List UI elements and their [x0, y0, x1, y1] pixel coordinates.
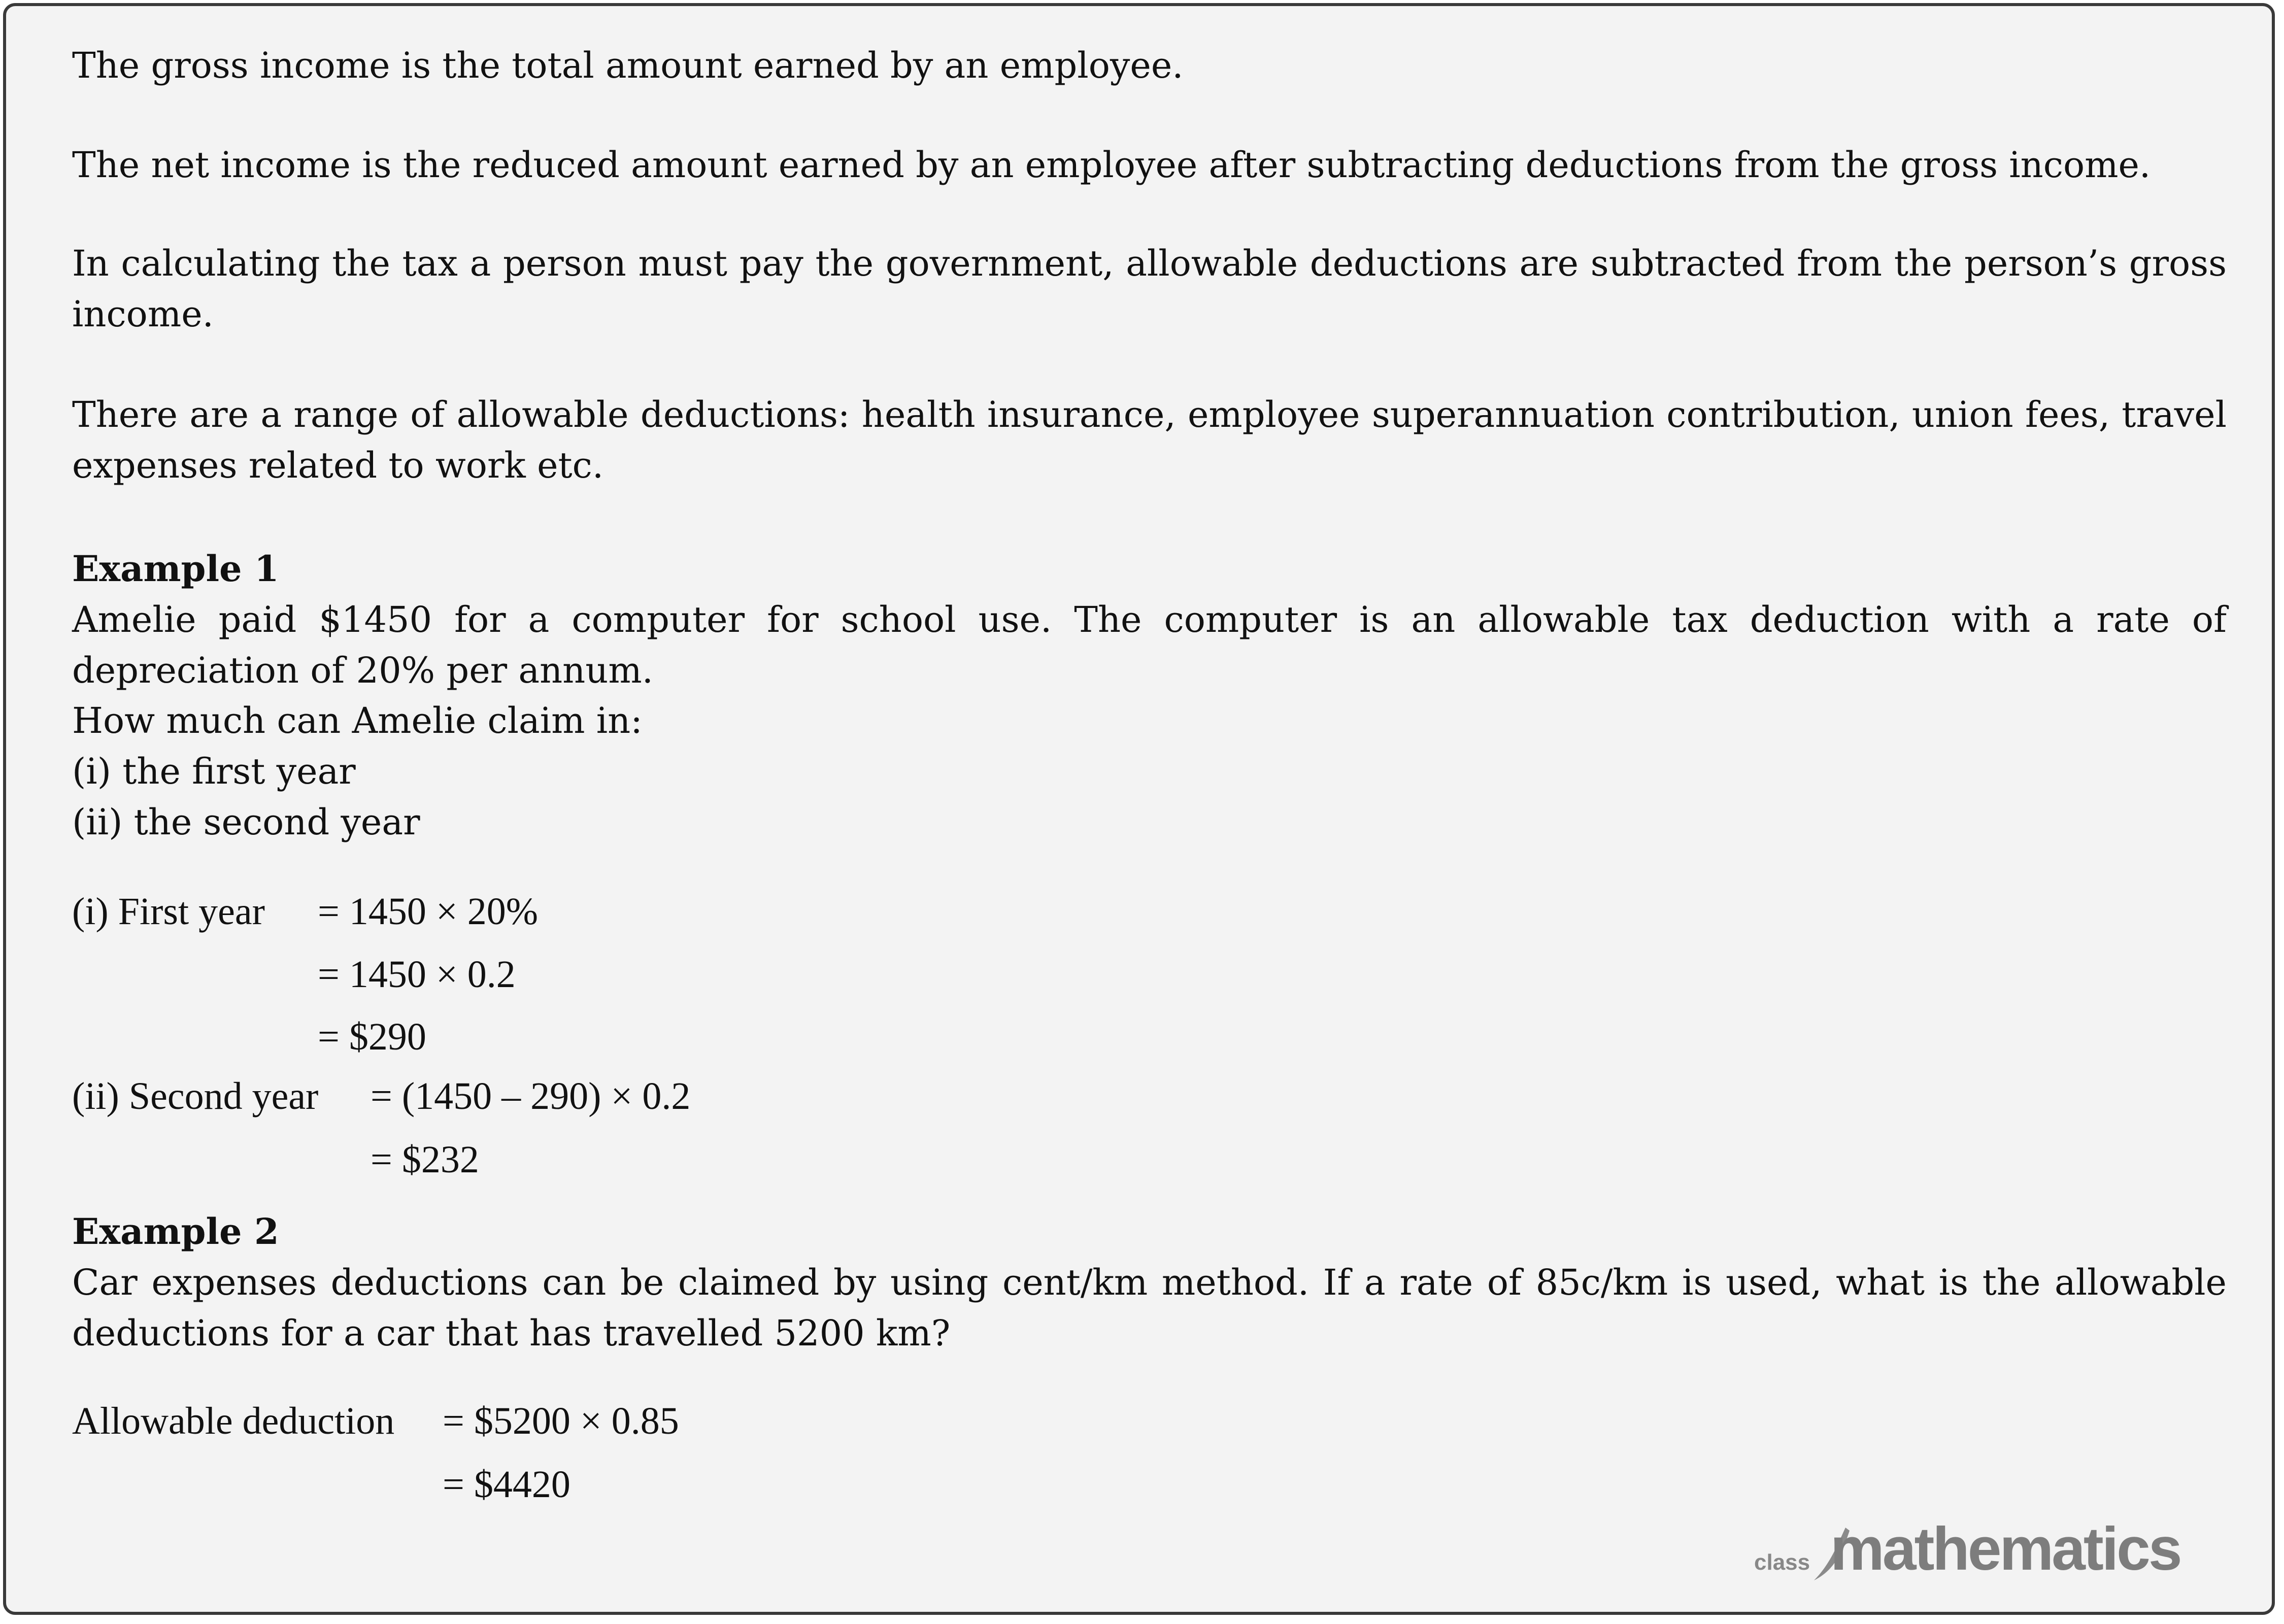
- class-mathematics-logo: [1754, 1513, 2201, 1584]
- second-year-step-1: = (1450 – 290) × 0.2: [371, 1075, 691, 1118]
- example-1-question: Amelie paid $1450 for a computer for school use. The computer is an allowable tax deduction with a rate of depreciation of 20% per annum.: [72, 599, 2227, 691]
- allowable-deduction-step-1: = $5200 × 0.85: [443, 1400, 679, 1442]
- first-year-step-1: = 1450 × 20%: [318, 890, 539, 933]
- second-year-label: (ii) Second year: [72, 1075, 319, 1118]
- example-1-part-ii: (ii) the second year: [72, 801, 420, 843]
- logo-class-text: class: [1754, 1550, 1810, 1575]
- example-2-question: Car expenses deductions can be claimed by using cent/km method. If a rate of 85c/km is used, what is the allowable deductions for a car that has travelled 5200 km?: [72, 1262, 2227, 1354]
- content-panel: [3, 3, 2275, 1615]
- first-year-label: (i) First year: [72, 890, 265, 933]
- first-year-step-3: = $290: [318, 1016, 426, 1058]
- example-1-prompt: How much can Amelie claim in:: [72, 700, 643, 741]
- logo-mathematics-text: mathematics: [1830, 1515, 2180, 1583]
- allowable-deduction-step-2: = $4420: [443, 1463, 570, 1506]
- example-2-heading: Example 2: [72, 1210, 279, 1253]
- tax-calculation-text: In calculating the tax a person must pay the government, allowable deductions are subtracted from the person’s gross income.: [72, 243, 2227, 335]
- gross-income-text: The gross income is the total amount earned by an employee.: [72, 45, 1184, 86]
- example-1-part-i: (i) the first year: [72, 751, 356, 792]
- example-1-heading: Example 1: [72, 548, 279, 590]
- first-year-step-2: = 1450 × 0.2: [318, 953, 516, 996]
- allowable-deduction-label: Allowable deduction: [72, 1400, 395, 1442]
- net-income-text: The net income is the reduced amount earned by an employee after subtracting deductions from the gross income.: [72, 144, 2151, 186]
- allowable-deductions-text: There are a range of allowable deductions: health insurance, employee superannuation contribution, union fees, travel expenses related to work etc.: [72, 394, 2227, 486]
- second-year-step-2: = $232: [371, 1138, 479, 1181]
